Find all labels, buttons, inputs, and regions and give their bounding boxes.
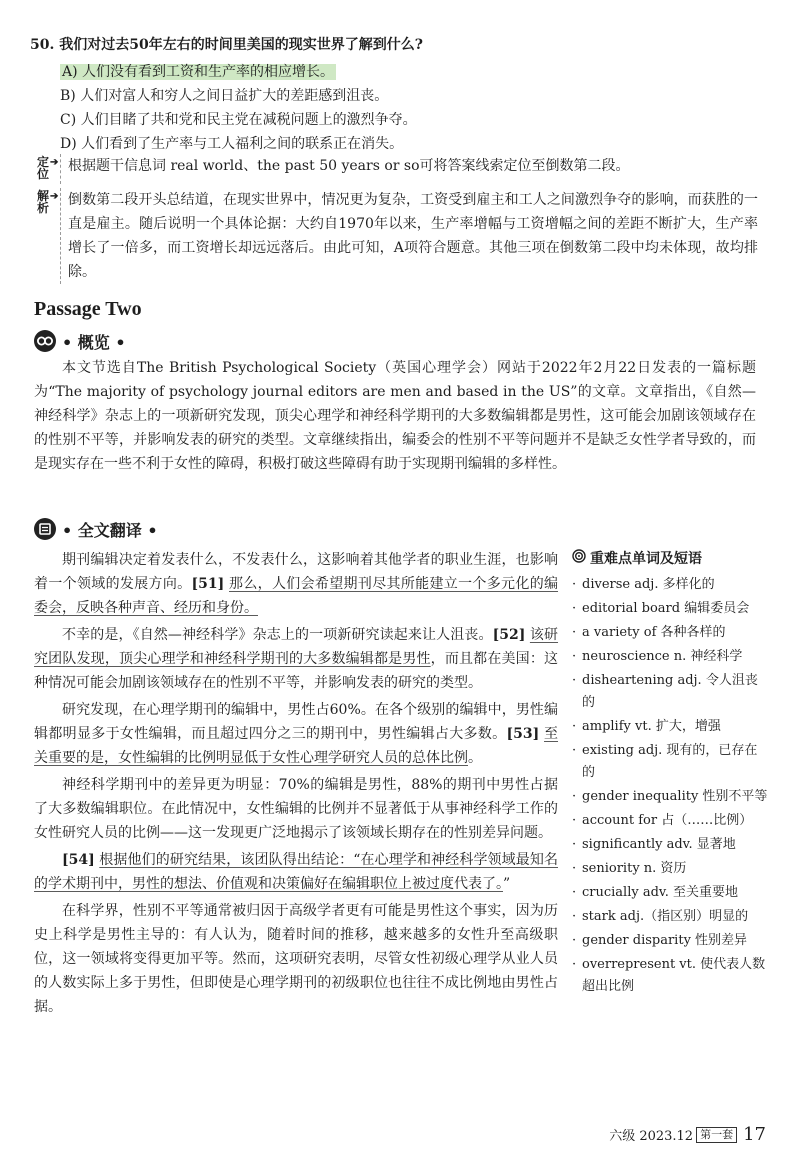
vocab-item: · gender inequality 性别不平等 [572,789,768,804]
translation-label: • 全文翻译 • [62,521,158,540]
option-c: C) 人们目睹了共和党和民主党在减税问题上的激烈争夺。 [60,112,417,128]
vocab-item: · disheartening adj. 令人沮丧的 [572,673,758,710]
paragraph-4: 神经科学期刊中的差异更为明显：70%的编辑是男性，88%的期刊中男性占据了大多数编辑职位。在此情况中，女性编辑的比例并不显著低于从事神经科学工作的女性研究人员的比例——这一发现更广泛地揭示了该领域长期存在的性别差异问题。 [34,777,558,841]
glasses-icon [34,330,56,352]
locate-label: 定位 [36,155,49,181]
option-a [60,60,760,84]
paragraph-3: 研究发现，在心理学期刊的编辑中，男性占60%。在各个级别的编辑中，男性编辑都明显多于女性编辑，而且超过四分之三的期刊中，男性编辑占大多数。[53] 至关重要的是，女性编辑的比例明显低于女性心理学研究人员的总体比例。 [34,702,559,766]
footer-set: 第一套 [696,1127,737,1143]
option-b: B) 人们对富人和穷人之间日益扩大的差距感到沮丧。 [60,88,389,104]
page-footer [609,1124,766,1145]
translation-column [34,548,558,1022]
question-title: 50. 我们对过去50年左右的时间里美国的现实世界了解到什么? [30,37,423,53]
divider-dashed [60,188,61,284]
vocab-item: · diverse adj. 多样化的 [572,577,715,592]
vocab-item: · a variety of 各种各样的 [572,625,726,640]
vocab-column [572,548,768,1000]
paragraph-5: [54] 根据他们的研究结果，该团队得出结论：“在心理学和神经科学领域最知名的学术期刊中，男性的想法、价值观和决策偏好在编辑职位上被过度代表了。” [34,852,558,892]
analysis-text: 倒数第二段开头总结道，在现实世界中，情况更为复杂，工资受到雇主和工人之间激烈争夺的影响，而获胜的一直是雇主。随后说明一个具体论据：大约自1970年以来，生产率增幅与工资增幅之间的差距不断扩大，生产率增长了一倍多，而工资增长却远远落后。由此可知，A项符合题意。其他三项在倒数第二段中均未体现，故均排除。 [68,192,758,280]
analysis-label: 解析 [36,189,49,215]
option-d: D) 人们看到了生产率与工人福利之间的联系正在消失。 [60,136,404,152]
vocab-item: · neuroscience n. 神经科学 [572,649,743,664]
vocab-item: · overrepresent vt. 使代表人数超出比例 [572,957,766,994]
vocab-title: 重难点单词及短语 [572,548,768,570]
vocab-item: · seniority n. 资历 [572,861,687,876]
divider-dashed [60,154,61,184]
page-number: 17 [743,1124,766,1145]
vocab-item: · stark adj.（指区别）明显的 [572,909,749,924]
vocab-item: · significantly adv. 显著地 [572,837,736,852]
question-options [60,60,760,156]
paragraph-6: 在科学界，性别不平等通常被归因于高级学者更有可能是男性这个事实，因为历史上科学是男性主导的：有人认为，随着时间的推移，越来越多的女性升至高级职位，这一领域将变得更加平等。然而，这项研究表明，尽管女性初级心理学从业人员的人数实际上多于男性，但即使是心理学期刊的初级职位也往往不成比例地由男性占据。 [34,903,558,1015]
paragraph-1: 期刊编辑决定着发表什么，不发表什么，这影响着其他学者的职业生涯，也影响着一个领域的发展方向。[51] 那么，人们会希望期刊尽其所能建立一个多元化的编委会，反映各种声音、经历和身份。 [34,552,559,616]
locate-arrow-icon: ➔ [50,157,59,168]
vocab-item: · amplify vt. 扩大，增强 [572,719,721,734]
vocab-item: · crucially adv. 至关重要地 [572,885,738,900]
vocab-item: · existing adj. 现有的，已存在的 [572,743,758,780]
vocab-item: · editorial board 编辑委员会 [572,601,750,616]
vocab-item: · account for 占（……比例） [572,813,753,828]
passage-heading: Passage Two [34,298,142,320]
option-a-text: A) 人们没有看到工资和生产率的相应增长。 [62,64,335,80]
paragraph-2: 不幸的是，《自然—神经科学》杂志上的一项新研究读起来让人沮丧。[52] 该研究团队发现，顶尖心理学和神经科学期刊的大多数编辑都是男性，而且都在美国：这种情况可能会加剧该领域存在的性别不平等，并影响发表的研究的类型。 [34,627,559,691]
overview-text: 本文节选自The British Psychological Society（英国心理学会）网站于2022年2月22日发表的一篇标题为“The majority of psychology journal editors are men and based in the US”的文章。文章指出，《自然—神经科学》杂志上的一项新研究发现，顶尖心理学和神经科学期刊的大多数编辑都是男性，这可能会加剧该领域存在的性别不平等，并影响发表的研究的类型。文章继续指出，编委会的性别不平等问题并不是缺乏女性学者导致的，而是现实存在一些不利于女性的障碍，积极打破这些障碍有助于实现期刊编辑的多样性。 [34,360,756,472]
vocab-item: · gender disparity 性别差异 [572,933,748,948]
target-icon [572,548,586,570]
footer-level: 六级 2023.12 [609,1129,694,1144]
locate-text: 根据题干信息词 real world、the past 50 years or so可将答案线索定位至倒数第二段。 [68,158,630,174]
analysis-arrow-icon: ➔ [50,191,59,202]
overview-label: • 概览 • [62,333,126,352]
document-icon [34,518,56,540]
